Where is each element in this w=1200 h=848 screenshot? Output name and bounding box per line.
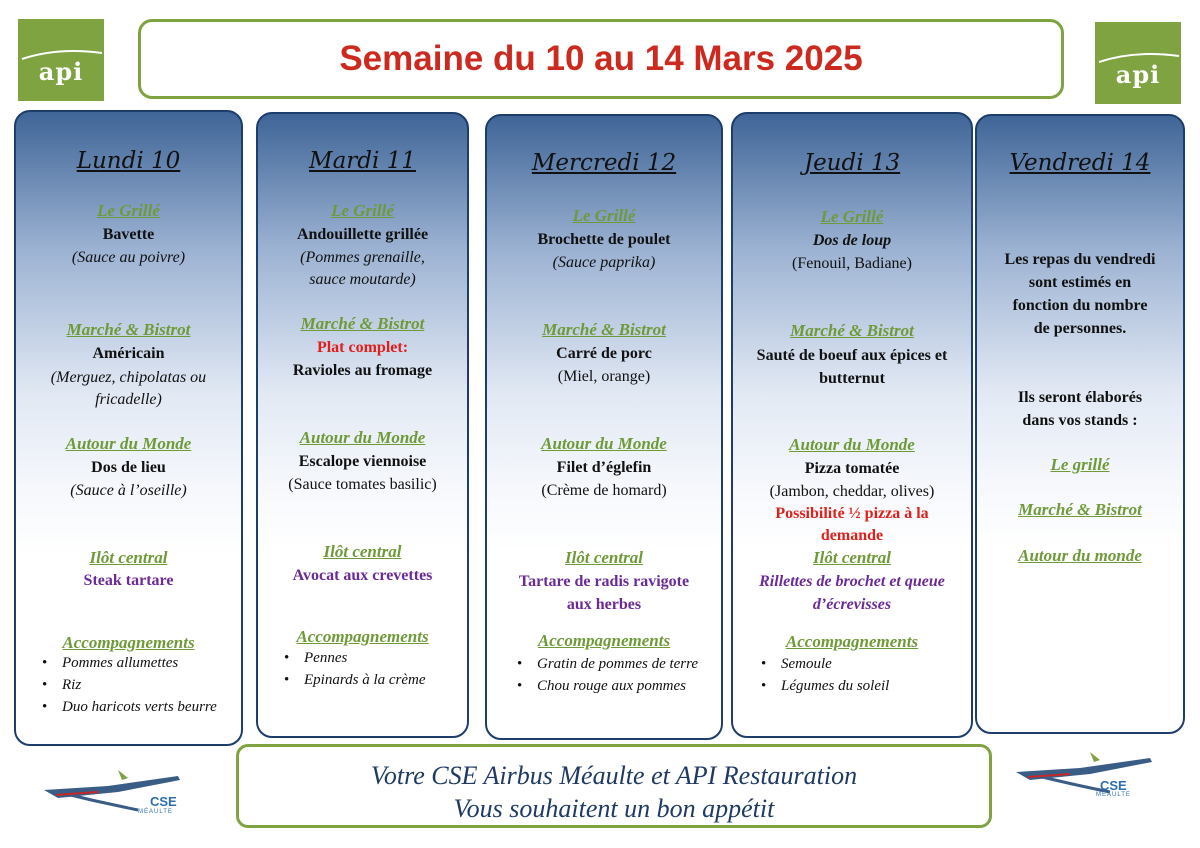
dish-ilot: Tartare de radis ravigote	[518, 573, 690, 590]
dish-ilot: Steak tartare	[83, 572, 174, 589]
dish-ilot: Avocat aux crevettes	[292, 567, 433, 584]
side-item: • Epinards à la crème	[304, 672, 426, 689]
day-title: Mardi 11	[309, 148, 416, 174]
page-title: Semaine du 10 au 14 Mars 2025	[339, 39, 863, 78]
dish-extra: demande	[820, 527, 884, 544]
category-monde: Autour du Monde	[65, 434, 192, 453]
footer-line-2: Vous souhaitent un bon appétit	[453, 794, 775, 823]
dish-ilot: d’écrevisses	[812, 596, 892, 613]
dish-bistrot: Carré de porc	[556, 345, 652, 362]
day-title: Vendredi 14	[1009, 150, 1151, 176]
friday-text: Ils seront élaborés	[1017, 389, 1143, 406]
dish-note: (Sauce à l’oseille)	[70, 482, 187, 499]
dish-monde: Pizza tomatée	[804, 460, 900, 477]
dish-note: (Crème de homard)	[541, 482, 667, 499]
api-logo-text: api	[38, 57, 84, 86]
category-accompagnements: Accompagnements	[537, 631, 671, 650]
dish-note: (Fenouil, Badiane)	[792, 255, 912, 272]
side-item: • Riz	[62, 677, 81, 694]
category-ilot: Ilôt central	[565, 548, 643, 567]
dish-grill: Andouillette grillée	[296, 226, 429, 243]
side-item: • Chou rouge aux pommes	[537, 678, 686, 695]
dish-bistrot: butternut	[819, 370, 885, 387]
friday-text: fonction du nombre	[1012, 297, 1148, 314]
dish-monde: Filet d’églefin	[556, 459, 652, 476]
day-column-mardi	[256, 112, 469, 738]
footer-banner	[236, 744, 992, 828]
friday-text: dans vos stands :	[1022, 412, 1138, 429]
category-grill: Le grillé	[1050, 455, 1110, 474]
category-bistrot: Marché & Bistrot	[66, 320, 191, 339]
airplane-icon	[1010, 744, 1160, 802]
day-column-lundi	[14, 110, 243, 746]
dish-note: (Sauce paprika)	[552, 254, 656, 271]
category-monde: Autour du Monde	[789, 435, 915, 454]
api-logo-right	[1095, 22, 1181, 104]
category-grill: Le Grillé	[820, 207, 884, 226]
dish-note: (Pommes grenaille,	[300, 249, 425, 266]
category-bistrot: Marché & Bistrot	[790, 321, 914, 340]
cse-logo-right	[1010, 744, 1160, 802]
day-title: Lundi 10	[76, 148, 181, 174]
category-monde: Autour du Monde	[541, 434, 667, 453]
dish-monde: Escalope viennoise	[298, 453, 427, 470]
category-ilot: Ilôt central	[89, 548, 168, 567]
category-grill: Le Grillé	[331, 201, 394, 220]
footer-line-1: Votre CSE Airbus Méaulte et API Restauration	[370, 761, 858, 790]
category-accompagnements: Accompagnements	[296, 627, 429, 646]
category-monde: Autour du monde	[1018, 546, 1142, 565]
dish-note: (Sauce au poivre)	[71, 249, 186, 266]
side-item: • Pommes allumettes	[62, 655, 178, 672]
api-logo-left	[18, 19, 104, 101]
dish-note: (Merguez, chipolatas ou	[50, 369, 207, 386]
day-column-vendredi	[975, 114, 1185, 734]
cse-logo-sub: MÉAULTE	[138, 809, 173, 815]
friday-text: de personnes.	[1033, 320, 1127, 337]
dish-grill: Brochette de poulet	[537, 231, 671, 248]
dish-note: (Sauce tomates basilic)	[288, 476, 437, 493]
category-grill: Le Grillé	[97, 201, 160, 220]
dish-note: (Miel, orange)	[557, 368, 651, 385]
title-banner	[138, 19, 1064, 99]
day-column-mercredi	[485, 114, 723, 740]
cse-logo-sub: MÉAULTE	[1096, 792, 1131, 798]
dish-note: sauce moutarde)	[309, 271, 416, 288]
dish-bistrot: Sauté de boeuf aux épices et	[756, 347, 948, 364]
dish-note: (Jambon, cheddar, olives)	[769, 483, 935, 500]
day-column-jeudi	[731, 112, 973, 738]
dish-bistrot: Ravioles au fromage	[292, 362, 433, 379]
category-ilot: Ilôt central	[813, 548, 891, 567]
category-accompagnements: Accompagnements	[785, 632, 919, 651]
api-logo-text: api	[1115, 60, 1161, 89]
side-item: • Gratin de pommes de terre	[537, 656, 698, 673]
dish-monde: Dos de lieu	[91, 459, 166, 476]
dish-ilot: aux herbes	[566, 596, 642, 613]
dish-extra: Possibilité ½ pizza à la	[775, 505, 929, 522]
category-monde: Autour du Monde	[299, 428, 426, 447]
category-accompagnements: Accompagnements	[62, 633, 195, 652]
friday-text: sont estimés en	[1028, 274, 1132, 291]
day-title: Mercredi 12	[531, 150, 677, 176]
cse-logo-left	[38, 762, 188, 820]
dish-bistrot: Américain	[92, 345, 165, 362]
dish-note: fricadelle)	[95, 391, 162, 408]
category-bistrot: Marché & Bistrot	[300, 314, 425, 333]
day-title: Jeudi 13	[803, 150, 901, 176]
side-item: • Pennes	[304, 650, 347, 667]
dish-grill: Dos de loup	[812, 232, 892, 249]
friday-text: Les repas du vendredi	[1004, 251, 1156, 268]
cse-logo-text: CSE	[1100, 778, 1127, 793]
cse-logo-text: CSE	[150, 794, 177, 809]
category-bistrot: Marché & Bistrot	[1018, 500, 1142, 519]
category-ilot: Ilôt central	[323, 542, 402, 561]
side-item: • Duo haricots verts beurre	[62, 699, 217, 716]
dish-ilot: Rillettes de brochet et queue	[759, 573, 945, 590]
category-bistrot: Marché & Bistrot	[542, 320, 666, 339]
side-item: • Semoule	[781, 656, 832, 673]
dish-tag: Plat complet:	[316, 339, 409, 356]
category-grill: Le Grillé	[572, 206, 636, 225]
side-item: • Légumes du soleil	[781, 678, 889, 695]
dish-grill: Bavette	[102, 226, 155, 243]
